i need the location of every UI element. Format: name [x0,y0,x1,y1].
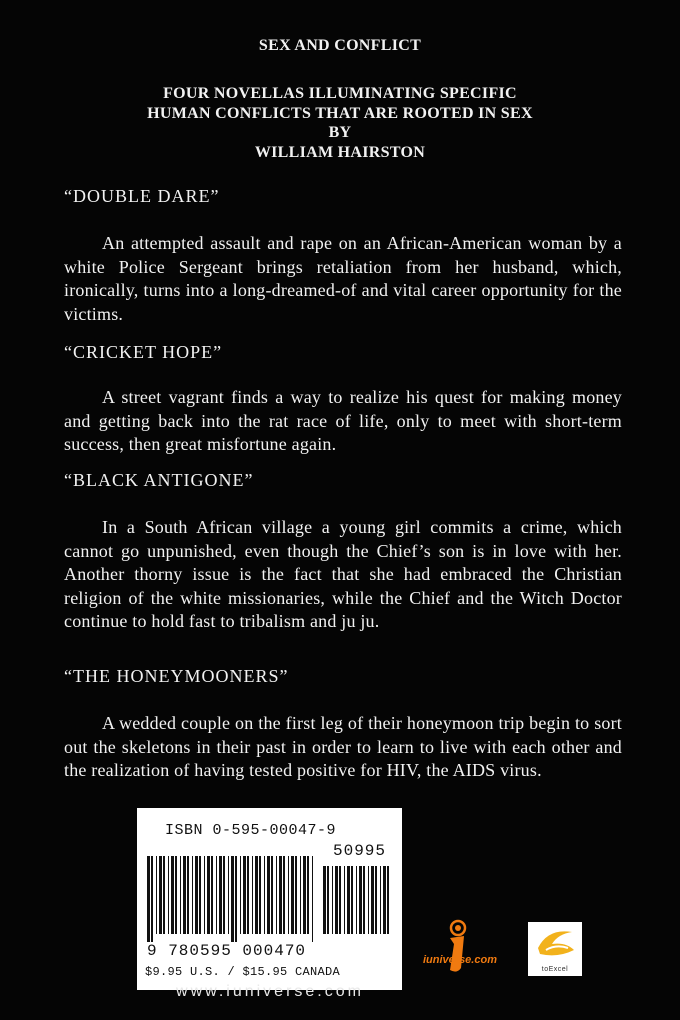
barcode-bar [252,856,253,934]
book-subtitle [0,84,680,162]
novella-description-black-antigone: In a South African village a young girl commits a crime, which cannot go unpunished, even though the Chief’s son is in love with her. Another thorny issue is the fact that she had embraced the Christian religion of the white missionaries, while the Chief and the Witch Doctor continue to hold fast to tribalism and ju ju. [64,517,622,631]
barcode-bar [323,866,326,934]
barcode-bar [347,866,350,934]
barcode-bar [307,856,309,934]
novella-title-double-dare: “DOUBLE DARE” [64,186,220,206]
barcode-bar [219,856,222,934]
barcode-bar [187,856,189,934]
barcode-bar [199,856,201,934]
subtitle-line: BY [328,124,352,141]
novella-description-cricket-hope: A street vagrant finds a way to realize his quest for making money and getting back into the rat race of life, only to meet with short-term success, then great misfortune again. [64,387,622,454]
barcode-bar [171,856,174,934]
barcode-bar [359,866,362,934]
subtitle-line: FOUR NOVELLAS ILLUMINATING SPECIFIC [163,85,517,102]
website-url: www.iuniverse.com [176,983,364,1000]
novella-title-black-antigone: “BLACK ANTIGONE” [64,470,254,490]
barcode-bar [312,856,313,942]
barcode-bar [300,856,301,934]
barcode-bar [151,856,153,942]
barcode-bar [344,866,345,934]
barcode-bar [223,856,225,934]
publisher-logo-text: iuniverse.com [423,954,497,966]
barcode-bar [363,866,365,934]
barcode-bar [216,856,217,934]
barcode-bar [243,856,246,934]
barcode-bar [255,856,258,934]
barcode-bar [195,856,198,934]
novella-title-honeymooners: “THE HONEYMOONERS” [64,666,289,686]
barcode-bar [288,856,289,934]
barcode-bar [383,866,386,934]
subtitle-line: HUMAN CONFLICTS THAT ARE ROOTED IN SEX [147,104,533,122]
barcode-panel [137,808,402,990]
price-barcode [323,866,391,942]
barcode-bar [192,856,193,934]
barcode-bar [228,856,229,934]
barcode-bar [147,856,150,942]
barcode-bar [335,866,338,934]
ean-barcode [147,856,317,942]
barcode-bar [211,856,213,934]
barcode-bar [259,856,261,934]
book-title: SEX AND CONFLICT [258,37,422,54]
barcode-bar [291,856,294,934]
barcode-bar [240,856,241,934]
barcode-bar [327,866,329,934]
author-name: WILLIAM HAIRSTON [254,143,426,161]
barcode-bar [183,856,186,934]
barcode-bar [351,866,353,934]
barcode-bar [156,856,157,934]
novella-description-double-dare: An attempted assault and rape on an African-American woman by a white Police Sergeant brings retaliation from her husband, which, ironically, turns into a long-dreamed-of and vital career opportunity for the victims. [64,233,622,324]
barcode-bar [368,866,369,934]
barcode-bar [264,856,265,934]
barcode-bar [235,856,237,942]
price-code: 50995 [333,842,387,860]
barcode-bar [387,866,389,934]
barcode-bar [180,856,181,934]
barcode-bar [303,856,306,934]
barcode-bar [339,866,341,934]
barcode-bar [163,856,165,934]
iuniverse-logo-icon [420,918,520,978]
barcode-bar [247,856,249,934]
barcode-bar [267,856,270,934]
novella-description-honeymooners: A wedded couple on the first leg of their honeymoon trip begin to sort out the skeletons in their past in order to learn to live with each other and the realization of having tested positive for HIV, the AIDS virus. [64,713,622,780]
barcode-bar [159,856,162,934]
barcode-bar [231,856,234,942]
barcode-bar [283,856,285,934]
ean-digits: 9 780595 000470 [147,942,307,960]
barcode-bar [295,856,297,934]
isbn-number: ISBN 0-595-00047-9 [165,822,337,839]
barcode-bar [175,856,177,934]
barcode-bar [375,866,377,934]
barcode-bar [332,866,333,934]
toexcel-swirl-icon [528,922,582,966]
barcode-bar [356,866,357,934]
barcode-bar [207,856,210,934]
novella-title-cricket-hope: “CRICKET HOPE” [64,342,223,362]
barcode-bar [371,866,374,934]
toexcel-logo [528,922,582,976]
barcode-bar [276,856,277,934]
barcode-bar [168,856,169,934]
barcode-bar [271,856,273,934]
barcode-bar [279,856,282,934]
imprint-logo-text: toExcel [541,966,569,973]
barcode-bar [380,866,381,934]
retail-price: $9.95 U.S. / $15.95 CANADA [145,965,341,979]
barcode-bar [204,856,205,934]
